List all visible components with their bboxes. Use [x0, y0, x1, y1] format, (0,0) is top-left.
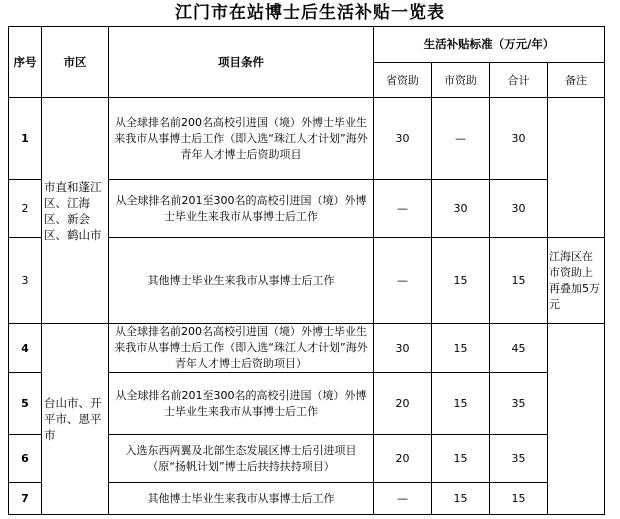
row-condition: 其他博士毕业生来我市从事博士后工作: [109, 238, 374, 324]
region-group-b: 台山市、开平市、恩平市: [42, 324, 109, 515]
row-remark: 江海区在市资助上再叠加5万元: [548, 238, 605, 324]
row-provincial: 20: [374, 435, 432, 483]
row-seq: 4: [9, 324, 42, 373]
row-condition: 入选东西两翼及北部生态发展区博士后引进项目（原“扬帆计划”博士后扶持扶持项目）: [109, 435, 374, 483]
row-total: 30: [490, 98, 548, 180]
row-provincial: —: [374, 238, 432, 324]
row-condition: 从全球排名前200名高校引进国（境）外博士毕业生来我市从事博士后工作（即入选“珠江人才计划”海外青年人才博士后资助项目）: [109, 324, 374, 373]
row-remark-empty: [548, 324, 605, 515]
header-municipal: 市资助: [432, 63, 490, 98]
row-provincial: 30: [374, 324, 432, 373]
row-total: 30: [490, 180, 548, 238]
header-total: 合计: [490, 63, 548, 98]
row-total: 15: [490, 483, 548, 515]
row-provincial: —: [374, 180, 432, 238]
row-remark-empty: [548, 98, 605, 238]
row-total: 15: [490, 238, 548, 324]
row-condition: 从全球排名前201至300名的高校引进国（境）外博士毕业生来我市从事博士后工作: [109, 373, 374, 435]
header-row-1: [9, 27, 605, 63]
row-provincial: —: [374, 483, 432, 515]
subsidy-table: [8, 26, 605, 515]
row-total: 35: [490, 435, 548, 483]
row-seq: 5: [9, 373, 42, 435]
row-provincial: 20: [374, 373, 432, 435]
row-municipal: 30: [432, 180, 490, 238]
page-title: 江门市在站博士后生活补贴一览表: [175, 3, 445, 23]
row-provincial: 30: [374, 98, 432, 180]
row-municipal: 15: [432, 373, 490, 435]
row-municipal: 15: [432, 483, 490, 515]
row-condition: 从全球排名前200名高校引进国（境）外博士毕业生来我市从事博士后工作（即入选“珠江人才计划”海外青年人才博士后资助项目: [109, 98, 374, 180]
region-group-a: 市直和蓬江区、江海区、新会区、鹤山市: [42, 98, 109, 324]
header-remark: 备注: [548, 63, 605, 98]
header-provincial: 省资助: [374, 63, 432, 98]
row-seq: 7: [9, 483, 42, 515]
row-condition: 其他博士毕业生来我市从事博士后工作: [109, 483, 374, 515]
row-seq: 6: [9, 435, 42, 483]
row-municipal: —: [432, 98, 490, 180]
row-total: 35: [490, 373, 548, 435]
row-condition: 从全球排名前201至300名的高校引进国（境）外博士毕业生来我市从事博士后工作: [109, 180, 374, 238]
table-row: [9, 324, 605, 373]
row-total: 45: [490, 324, 548, 373]
row-municipal: 15: [432, 238, 490, 324]
header-subsidy-group: 生活补贴标准（万元/年）: [374, 27, 605, 63]
row-seq: 3: [9, 238, 42, 324]
row-seq: 2: [9, 180, 42, 238]
header-condition: 项目条件: [109, 27, 374, 98]
header-seq: 序号: [9, 27, 42, 98]
table-row: [9, 98, 605, 180]
header-region: 市区: [42, 27, 109, 98]
row-municipal: 15: [432, 324, 490, 373]
row-municipal: 15: [432, 435, 490, 483]
row-seq: 1: [9, 98, 42, 180]
